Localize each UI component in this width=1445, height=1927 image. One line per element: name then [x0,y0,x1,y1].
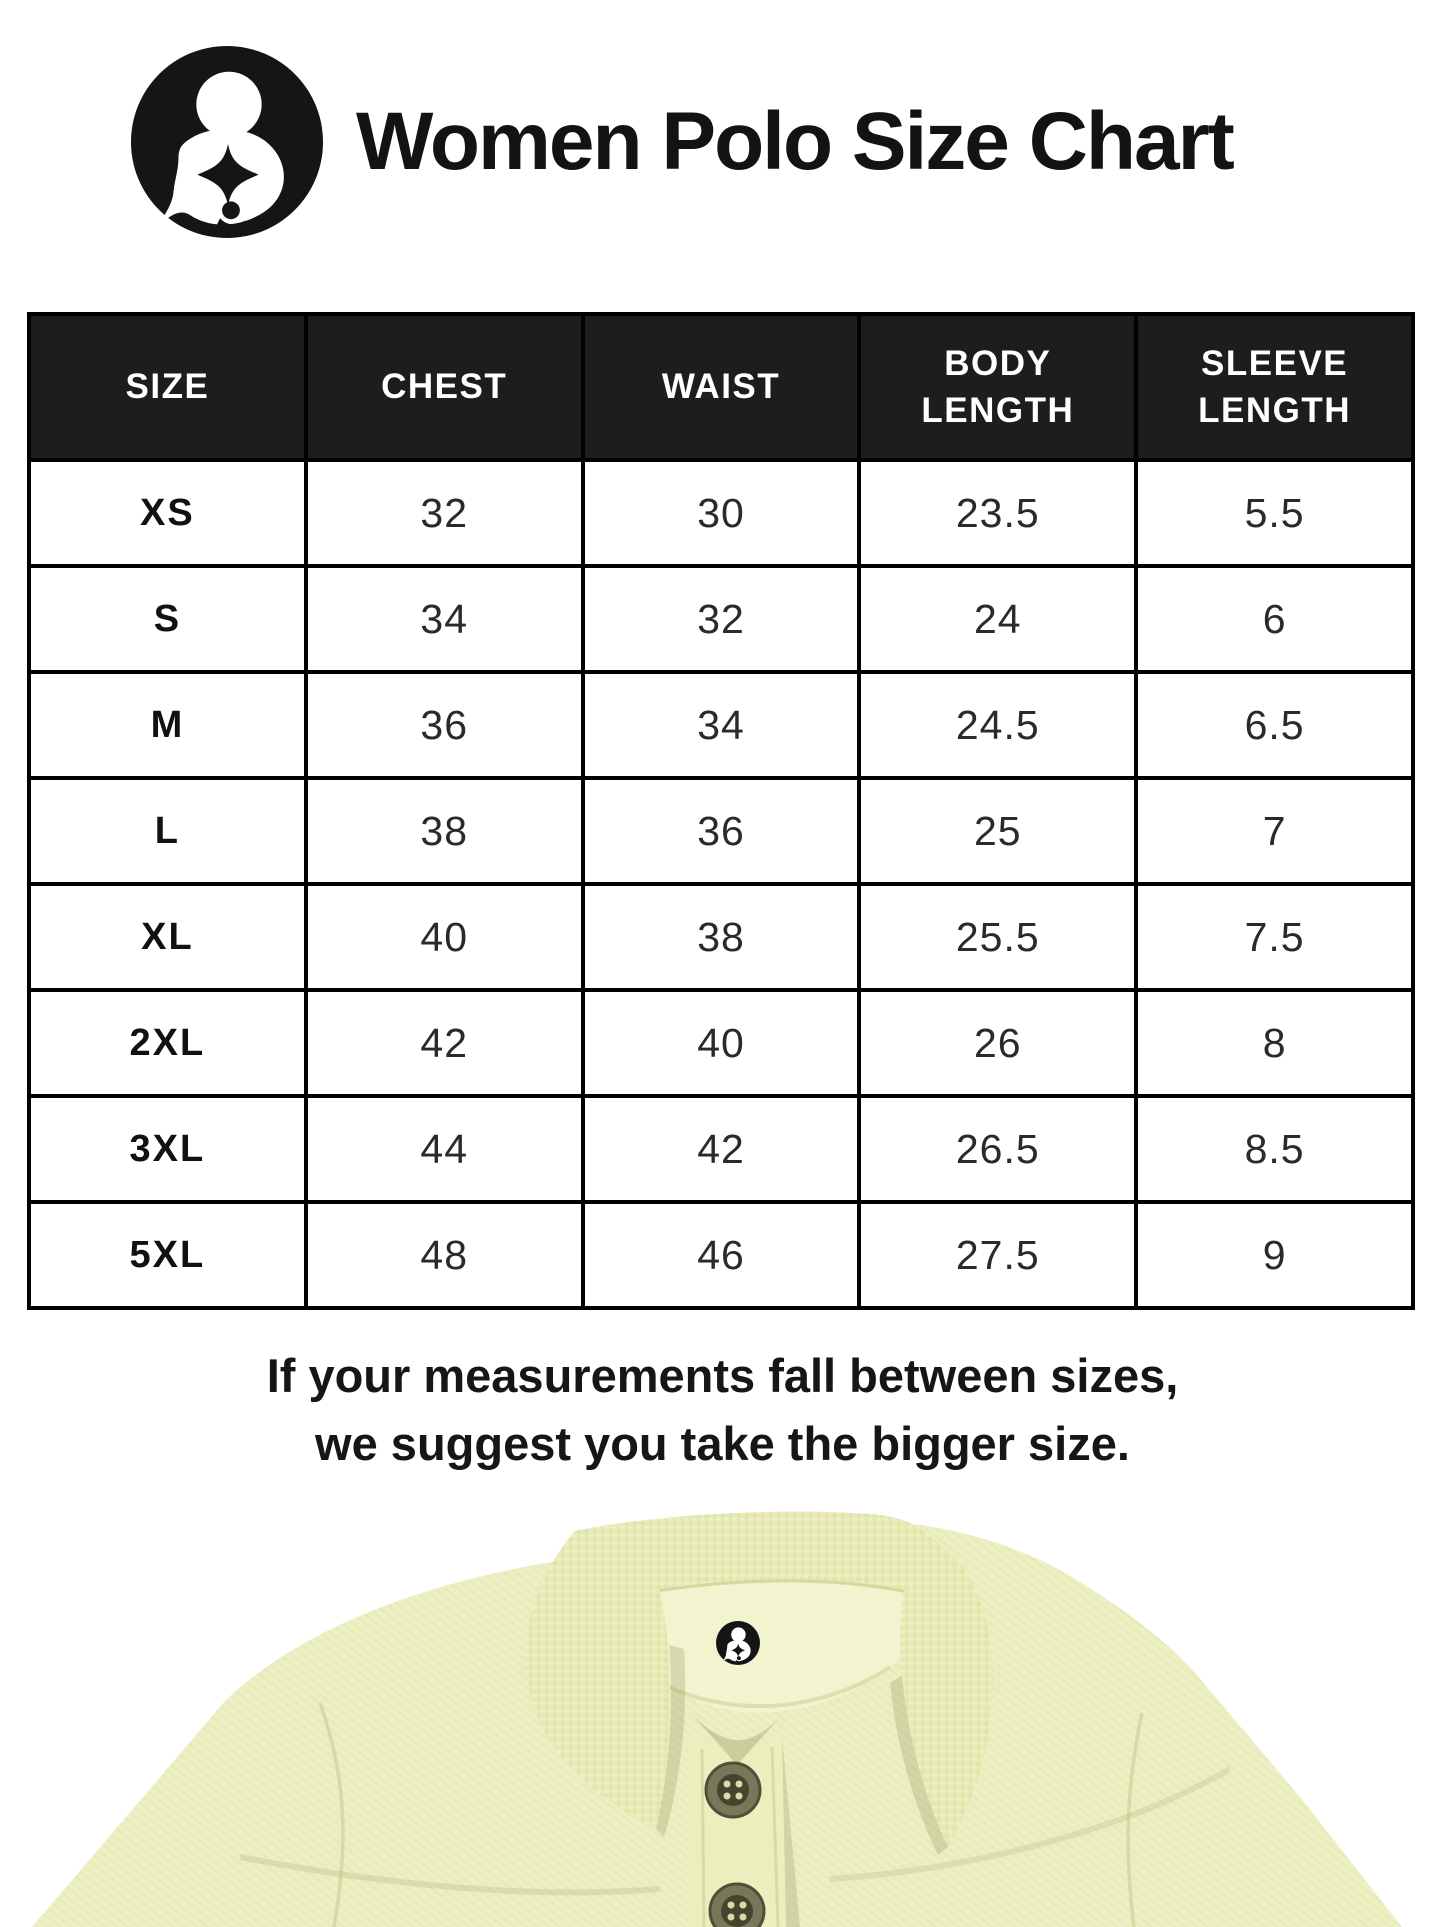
sleeve-length-cell: 7 [1136,778,1413,884]
table-header-row [29,314,1413,460]
table-header [29,314,1413,460]
sizing-note [0,1342,1445,1478]
table-row-5xl [29,1202,1413,1308]
size-cell: L [29,778,306,884]
table-row-3xl [29,1096,1413,1202]
column-header-chest: CHEST [306,314,583,460]
brand-logo-icon [128,43,326,241]
neck-label-logo-icon [716,1621,760,1665]
sizing-note-line2: we suggest you take the bigger size. [315,1417,1130,1470]
size-cell: S [29,566,306,672]
table-row-m [29,672,1413,778]
waist-cell: 30 [583,460,860,566]
placket-button [706,1763,760,1817]
page-title: Women Polo Size Chart [356,96,1233,187]
table-row-2xl [29,990,1413,1096]
size-cell: M [29,672,306,778]
sleeve-length-cell: 7.5 [1136,884,1413,990]
body-length-cell: 25 [859,778,1136,884]
size-cell: XS [29,460,306,566]
column-header-size: SIZE [29,314,306,460]
body-length-cell: 27.5 [859,1202,1136,1308]
table-row-xl [29,884,1413,990]
waist-cell: 42 [583,1096,860,1202]
waist-cell: 32 [583,566,860,672]
table-row-s [29,566,1413,672]
body-length-cell: 23.5 [859,460,1136,566]
placket-button [710,1884,764,1927]
size-cell: 2XL [29,990,306,1096]
table-row-l [29,778,1413,884]
sleeve-length-cell: 6.5 [1136,672,1413,778]
waist-cell: 38 [583,884,860,990]
body-length-cell: 26.5 [859,1096,1136,1202]
column-header-sleeve-length: SLEEVE LENGTH [1136,314,1413,460]
header [128,42,1233,242]
column-header-body-length: BODY LENGTH [859,314,1136,460]
sizing-note-line1: If your measurements fall between sizes, [266,1349,1179,1402]
sleeve-length-cell: 8 [1136,990,1413,1096]
body-length-cell: 26 [859,990,1136,1096]
chest-cell: 40 [306,884,583,990]
sleeve-length-cell: 9 [1136,1202,1413,1308]
sleeve-length-cell: 6 [1136,566,1413,672]
sleeve-length-cell: 8.5 [1136,1096,1413,1202]
column-header-waist: WAIST [583,314,860,460]
size-chart-table [27,312,1415,1310]
waist-cell: 34 [583,672,860,778]
polo-shirt-photo [0,1497,1445,1927]
body-length-cell: 24.5 [859,672,1136,778]
waist-cell: 40 [583,990,860,1096]
chest-cell: 48 [306,1202,583,1308]
sleeve-length-cell: 5.5 [1136,460,1413,566]
placket-seam [702,1749,704,1927]
chest-cell: 38 [306,778,583,884]
chest-cell: 44 [306,1096,583,1202]
body-length-cell: 25.5 [859,884,1136,990]
size-cell: 5XL [29,1202,306,1308]
chest-cell: 42 [306,990,583,1096]
waist-cell: 46 [583,1202,860,1308]
chest-cell: 34 [306,566,583,672]
chest-cell: 32 [306,460,583,566]
waist-cell: 36 [583,778,860,884]
body-length-cell: 24 [859,566,1136,672]
size-cell: XL [29,884,306,990]
chest-cell: 36 [306,672,583,778]
table-row-xs [29,460,1413,566]
size-cell: 3XL [29,1096,306,1202]
